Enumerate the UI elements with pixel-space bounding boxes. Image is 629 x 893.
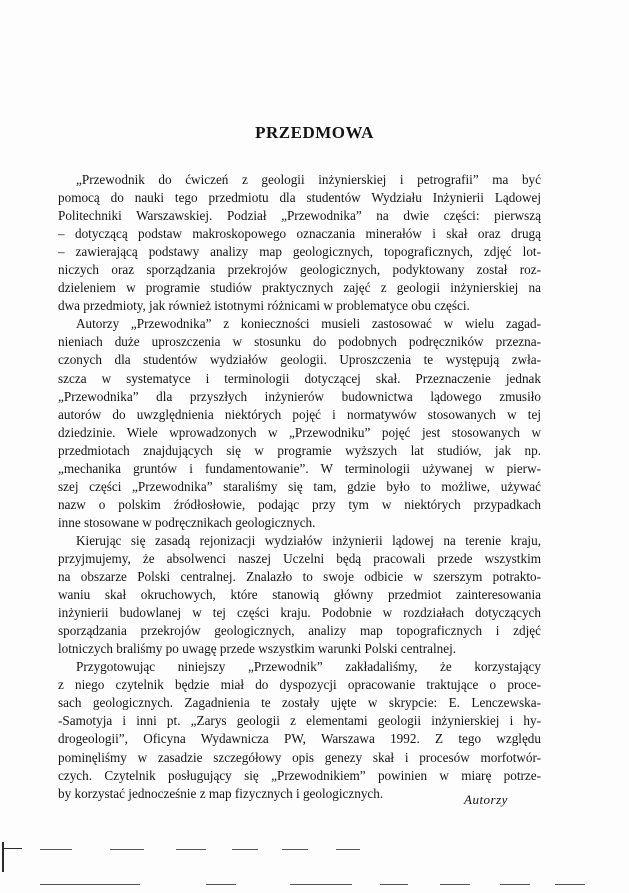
scan-dash-line xyxy=(110,849,144,850)
scan-dash-line xyxy=(176,849,206,850)
text-line: by korzystać jednocześnie z map fizycznych i geologicznych. xyxy=(58,785,384,801)
text-line: czonych dla studentów wydziałów geologii. Uproszczenia te występują zwła- xyxy=(58,352,541,368)
text-line: szcza w systematyce i terminologii dotyczącej skał. Przeznaczenie jednak xyxy=(58,370,541,386)
scan-dash-line xyxy=(336,849,360,850)
text-line: dziedzinie. Wiele wprowadzonych w „Przewodniku” pojęć jest stosowanych w xyxy=(58,424,541,440)
paragraph xyxy=(58,171,541,315)
text-line: na obszarze Polski centralnej. Znalazło to swoje odbicie w szerszym potrakto- xyxy=(58,569,541,585)
scan-dash-line xyxy=(555,884,585,885)
text-line: inżynierii budowlanej w tej części kraju. Podobnie w rozdziałach dotyczących xyxy=(58,605,541,621)
text-line: inne stosowane w podręcznikach geologicznych. xyxy=(58,514,316,530)
scan-dash-line xyxy=(282,849,308,850)
text-line: czych. Czytelnik posługujący się „Przewodnikiem” powinien w miarę potrze- xyxy=(58,767,541,783)
text-line: z niego czytelnik będzie miał do dyspozycji opracowanie traktujące o proce- xyxy=(58,677,541,693)
text-line: szej części „Przewodnika” staraliśmy się tam, gdzie było to możliwe, używać xyxy=(58,478,541,494)
text-line: waniu skał okruchowych, które stanowią główny przedmiot zainteresowania xyxy=(58,587,541,603)
text-line: nazw o polskim źródłosłowie, podając przy tym w niektórych przypadkach xyxy=(58,496,541,512)
text-line: drogeologii”, Oficyna Wydawnicza PW, Warszawa 1992. Z tego względu xyxy=(58,731,541,747)
scan-dash-line xyxy=(380,884,408,885)
text-line: Politechniki Warszawskiej. Podział „Przewodnika” na dwie części: pierwszą xyxy=(58,208,541,224)
text-line: „Przewodnika” dla przyszłych inżynierów budownictwa lądowego zmusiło xyxy=(58,388,541,404)
text-line: pomocą do nauki tego przedmiotu dla studentów Wydziału Inżynierii Lądowej xyxy=(58,190,541,206)
scan-dash-line xyxy=(500,884,530,885)
text-line: Kierując się zasadą rejonizacji wydziałów inżynierii lądowej na terenie kraju, xyxy=(76,532,541,548)
text-line: lotniczych braliśmy po uwagę przede wszystkim warunki Polski centralnej. xyxy=(58,641,457,657)
text-line: sporządzania przekrojów geologicznych, analizy map topograficznych i zdjęć xyxy=(58,623,541,639)
text-line: -Samotyja i inni pt. „Zarys geologii z elementami geologii inżynierskiej i hy- xyxy=(58,713,541,729)
text-line: „mechanika gruntów i fundamentowanie”. W terminologii używanej w pierw- xyxy=(58,460,541,476)
text-line: dwa przedmioty, jak również istotnymi różnicami w problematyce obu części. xyxy=(58,298,470,314)
paragraph xyxy=(58,315,541,532)
scan-dash-line xyxy=(440,884,470,885)
scan-dash-line xyxy=(40,849,72,850)
text-line: przedmiotach znajdujących się w programie wyższych lat studiów, jak np. xyxy=(58,442,541,458)
text-line: sach geologicznych. Zagadnienia te zostały ujęte w skrypcie: E. Lenczewska- xyxy=(58,695,541,711)
scan-dash-line xyxy=(206,884,236,885)
text-line: „Przewodnik do ćwiczeń z geologii inżynierskiej i petrografii” ma być xyxy=(76,172,541,187)
body-text xyxy=(58,171,541,803)
scan-dash-line xyxy=(40,884,140,885)
text-line: Przygotowując niniejszy „Przewodnik” zakładaliśmy, że korzystający xyxy=(76,659,541,675)
scan-edge-mark xyxy=(2,842,4,872)
scan-dash-line xyxy=(232,849,258,850)
text-line: nieniach duże uproszczenia w stosunku do podobnych podręczników przezna- xyxy=(58,334,541,350)
text-line: dzieleniem w programie studiów praktycznych zajęć z geologii inżynierskiej na xyxy=(58,280,541,296)
signature: Autorzy xyxy=(464,792,508,807)
text-line: – zawierającą podstawy analizy map geologicznych, topograficznych, zdjęć lot- xyxy=(58,244,541,260)
scan-edge-mark xyxy=(2,848,22,849)
page-title: PRZEDMOWA xyxy=(255,123,374,142)
text-line: przyjmujemy, że absolwenci naszej Uczelni będą pracowali przede wszystkim xyxy=(58,550,541,566)
paragraph xyxy=(58,532,541,658)
text-line: autorów do uwzględnienia niektórych pojęć i normatywów stosowanych w tej xyxy=(58,406,541,422)
text-line: – dotyczącą podstaw makroskopowego oznaczania minerałów i skał oraz drugą xyxy=(58,226,541,242)
text-line: Autorzy „Przewodnika” z konieczności musieli zastosować w wielu zagad- xyxy=(76,316,541,332)
text-line: niczych oraz sporządzania przekrojów geologicznych, podyktowany został roz- xyxy=(58,262,541,278)
text-line: pominęliśmy w zasadzie szczegółowy opis genezy skał i procesów morfotwór- xyxy=(58,749,541,765)
paragraph xyxy=(58,658,541,802)
scan-dash-line xyxy=(290,884,352,885)
